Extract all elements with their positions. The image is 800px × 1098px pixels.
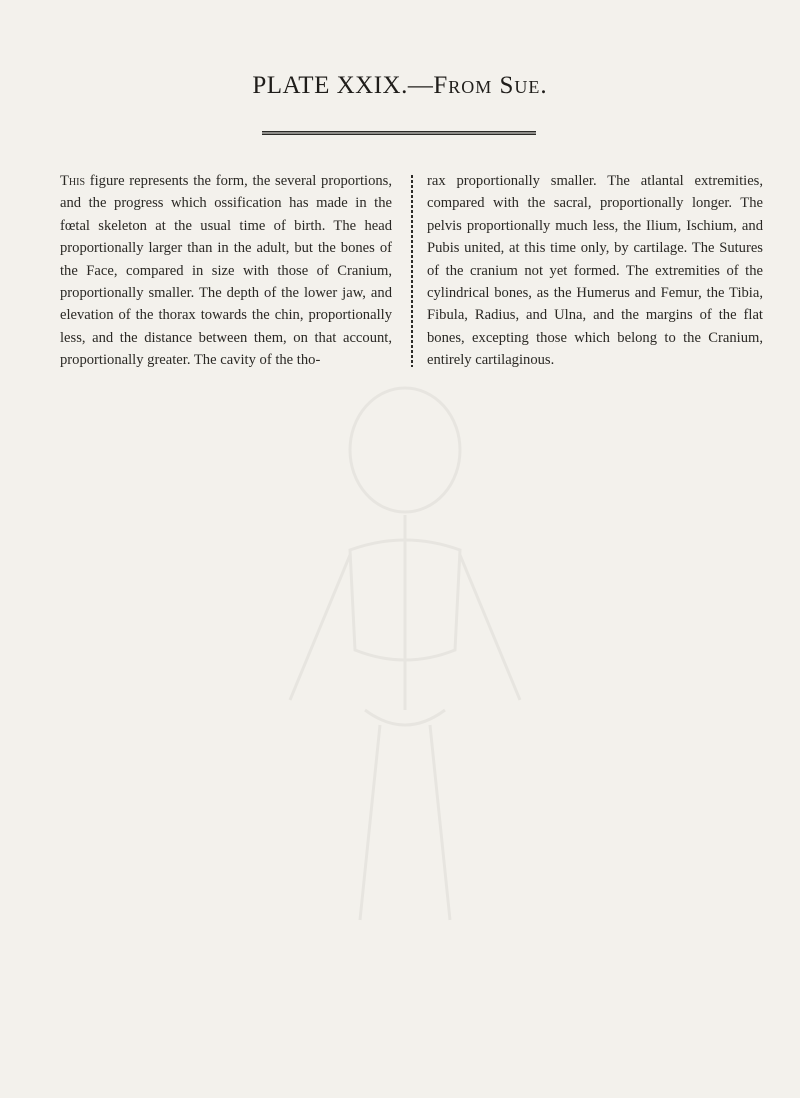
right-column-text: rax proportionally smaller. The atlantal extremities, compared with the sacral, proportionally longer. The pelvis proportionally much less, the Ilium, Ischium, and Pubis united, at this time only, by cartilage. The Sutures of the cranium not yet formed. The extremities of the cylindrical bones, as the Humerus and Femur, the Tibia, Fibula, Radius, and Ulna, and the margins of the flat bones, excepting those which belong to the Cranium, entirely cartilaginous. (427, 173, 763, 369)
title-rule (262, 131, 536, 135)
show-through-skeleton-image (240, 380, 570, 940)
right-column (427, 170, 763, 372)
left-column (60, 170, 392, 372)
title-dash: — (407, 72, 434, 99)
left-column-lead: This (60, 173, 86, 189)
left-column-text: figure represents the form, the several proportions, and the progress which ossification has made in the fœtal skeleton at the usual time of birth. The head proportionally larger than in the adult, but the bones of the Face, compared in size with those of Cranium, proportionally smaller. The depth of the lower jaw, and elevation of the thorax towards the chin, proportionally less, and the distance between them, on that account, proportionally greater. The cavity of the tho- (60, 173, 392, 369)
plate-title (0, 72, 800, 100)
plate-source: From Sue. (433, 72, 548, 99)
plate-number: PLATE XXIX. (252, 72, 408, 99)
column-divider (411, 175, 413, 367)
